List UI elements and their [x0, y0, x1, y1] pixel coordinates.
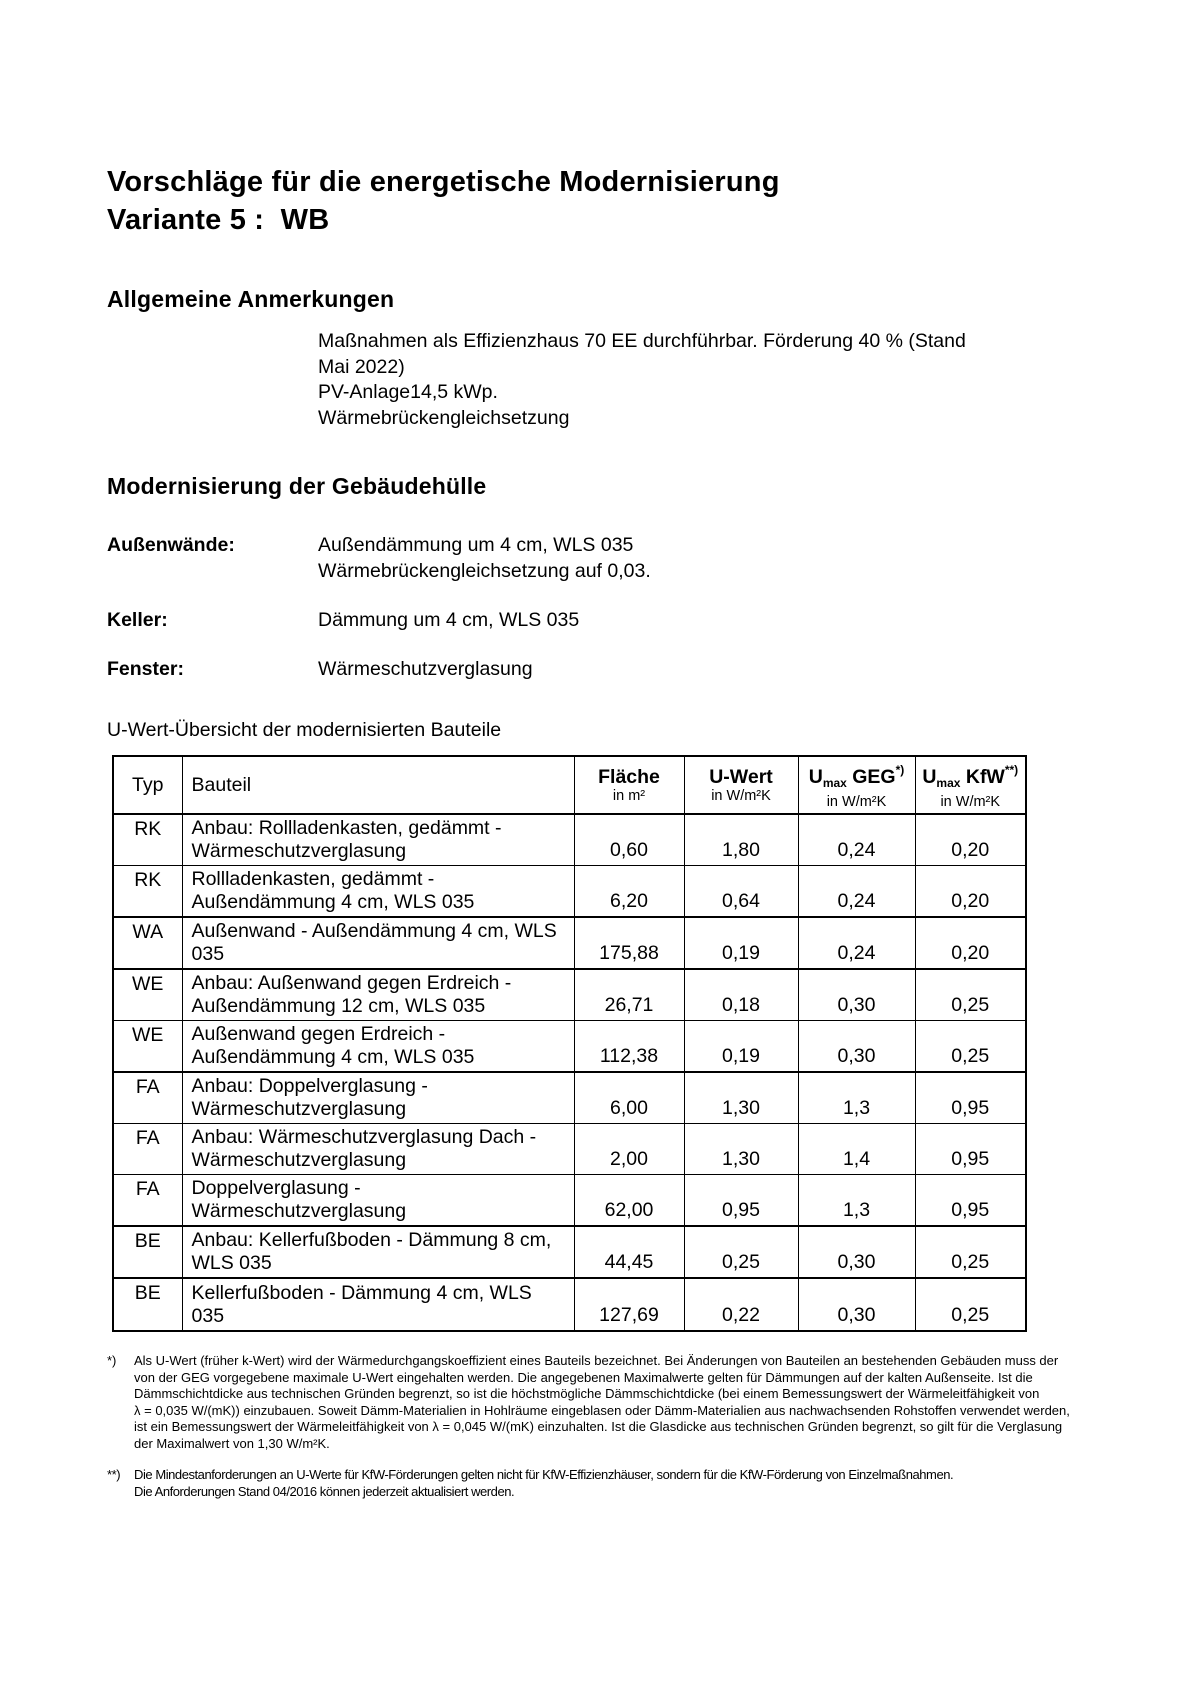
cell-bauteil: Kellerfußboden - Dämmung 4 cm, WLS 035	[182, 1278, 574, 1331]
item-text	[318, 607, 579, 633]
note-line: PV-Anlage14,5 kWp.	[318, 381, 498, 403]
header-label: $U_{max}$ GEG*)	[808, 763, 905, 790]
cell-umax-geg: 0,30	[798, 969, 915, 1021]
section-heading-general: Allgemeine Anmerkungen	[107, 286, 395, 312]
cell-uwert: 1,30	[684, 1124, 798, 1175]
table-row	[113, 1278, 1026, 1331]
column-header-umax-kfw	[915, 756, 1026, 814]
cell-umax-kfw: 0,20	[915, 814, 1026, 866]
table-row	[113, 866, 1026, 918]
section-heading-envelope: Modernisierung der Gebäudehülle	[107, 473, 487, 499]
cell-flaeche: 6,20	[574, 866, 684, 918]
envelope-item-fenster	[107, 656, 1146, 682]
cell-flaeche: 175,88	[574, 917, 684, 969]
table-row	[113, 969, 1026, 1021]
footnote-text	[134, 1353, 1070, 1452]
footnote-line: Die Anforderungen Stand 04/2016 können jederzeit aktualisiert werden.	[134, 1483, 515, 1499]
cell-bauteil: Rollladenkasten, gedämmt - Außendämmung 4 cm, WLS 035	[182, 866, 574, 918]
header-unit: in m²	[612, 787, 646, 804]
footnote-line: Die Mindestanforderungen an U-Werte für KfW-Förderungen gelten nicht für KfW-Effizienzhäuser, sondern für die KfW-Förderung von Einzelmaßnahmen.	[134, 1467, 954, 1482]
page-title-line2: Variante 5 : WB	[107, 204, 330, 236]
cell-flaeche: 2,00	[574, 1124, 684, 1175]
cell-bauteil: Außenwand - Außendämmung 4 cm, WLS 035	[182, 917, 574, 969]
cell-umax-geg: 0,30	[798, 1226, 915, 1278]
cell-bauteil: Anbau: Rollladenkasten, gedämmt - Wärmeschutzverglasung	[182, 814, 574, 866]
cell-flaeche: 62,00	[574, 1175, 684, 1227]
cell-umax-geg: 0,30	[798, 1021, 915, 1073]
footnote-geg	[107, 1353, 1146, 1452]
cell-bauteil: Doppelverglasung - Wärmeschutzverglasung	[182, 1175, 574, 1227]
cell-flaeche: 127,69	[574, 1278, 684, 1331]
item-label: Fenster:	[107, 658, 184, 680]
cell-umax-kfw: 0,95	[915, 1175, 1026, 1227]
table-row	[113, 917, 1026, 969]
header-unit: in W/m²K	[826, 794, 887, 810]
cell-typ: FA	[113, 1072, 182, 1124]
cell-umax-kfw: 0,25	[915, 1021, 1026, 1073]
cell-uwert: 0,19	[684, 1021, 798, 1073]
footnote-line: Dämmschichtdicke aus technischen Gründen begrenzt, so ist die höchstmögliche Dämmschichtdicke (bei einem Bemessungswert der Wärmeleitfähigkeit von	[134, 1386, 1040, 1401]
cell-umax-geg: 1,3	[798, 1175, 915, 1227]
header-label: $U_{max}$ KfW**)	[922, 763, 1019, 790]
cell-uwert: 0,22	[684, 1278, 798, 1331]
footnote-line: Als U-Wert (früher k-Wert) wird der Wärmedurchgangskoeffizient eines Bauteils bezeichnet. Bei Änderungen von Bauteilen an bestehenden Gebäuden muss der	[134, 1353, 1059, 1368]
footnote-marker: **)	[107, 1467, 121, 1482]
footnote-text	[134, 1467, 953, 1500]
column-header-flaeche	[574, 756, 684, 814]
cell-flaeche: 0,60	[574, 814, 684, 866]
table-row	[113, 1175, 1026, 1227]
item-line: Außendämmung um 4 cm, WLS 035	[318, 534, 634, 556]
item-label: Außenwände:	[107, 534, 235, 556]
cell-umax-geg: 0,24	[798, 917, 915, 969]
general-notes	[107, 329, 1146, 431]
cell-uwert: 0,64	[684, 866, 798, 918]
table-caption: U-Wert-Übersicht der modernisierten Bauteile	[107, 719, 502, 741]
cell-umax-geg: 0,24	[798, 814, 915, 866]
item-line: Dämmung um 4 cm, WLS 035	[318, 609, 580, 631]
footnote-line: der Maximalwert von 1,30 W/m²K.	[134, 1435, 330, 1451]
cell-uwert: 0,18	[684, 969, 798, 1021]
cell-umax-kfw: 0,20	[915, 917, 1026, 969]
uwert-table	[112, 755, 1027, 1332]
note-line: Wärmebrückengleichsetzung	[318, 406, 570, 429]
note-line: Maßnahmen als Effizienzhaus 70 EE durchführbar. Förderung 40 % (Stand	[318, 330, 966, 352]
envelope-item-aussenwaende	[107, 532, 1146, 584]
cell-bauteil: Anbau: Außenwand gegen Erdreich - Außendämmung 12 cm, WLS 035	[182, 969, 574, 1021]
cell-uwert: 0,25	[684, 1226, 798, 1278]
footnote-line: von der GEG vorgegebene maximale U-Wert eingehalten werden. Die angegebenen Maximalwerte gelten für Dämmungen auf der kalten Außenseite. Ist die	[134, 1369, 1033, 1385]
column-header-umax-geg	[798, 756, 915, 814]
footnotes	[107, 1353, 1146, 1500]
cell-bauteil: Anbau: Wärmeschutzverglasung Dach - Wärmeschutzverglasung	[182, 1124, 574, 1175]
table-row	[113, 1226, 1026, 1278]
item-line: Wärmeschutzverglasung	[318, 658, 533, 680]
cell-flaeche: 26,71	[574, 969, 684, 1021]
item-line: Wärmebrückengleichsetzung auf 0,03.	[318, 560, 651, 582]
table-header-row	[113, 756, 1026, 814]
footnote-line: ist ein Bemessungswert der Wärmeleitfähigkeit von λ = 0,045 W/(mK) einzuhalten. Ist die Glasdicke aus technischen Gründen begrenzt, so gilt für die Verglasung	[134, 1419, 1063, 1434]
table-row	[113, 814, 1026, 866]
cell-umax-geg: 0,30	[798, 1278, 915, 1331]
cell-typ: WE	[113, 969, 182, 1021]
table-row	[113, 1124, 1026, 1175]
page-title-line1: Vorschläge für die energetische Modernisierung	[107, 166, 780, 198]
cell-uwert: 0,95	[684, 1175, 798, 1227]
cell-umax-kfw: 0,25	[915, 1278, 1026, 1331]
cell-umax-kfw: 0,25	[915, 1226, 1026, 1278]
cell-umax-geg: 0,24	[798, 866, 915, 918]
header-label: Fläche	[598, 765, 660, 788]
cell-bauteil: Anbau: Kellerfußboden - Dämmung 8 cm, WLS 035	[182, 1226, 574, 1278]
cell-umax-kfw: 0,20	[915, 866, 1026, 918]
cell-umax-geg: 1,4	[798, 1124, 915, 1175]
cell-typ: RK	[113, 866, 182, 918]
footnote-kfw	[107, 1467, 1146, 1500]
cell-typ: WA	[113, 917, 182, 969]
header-unit: in W/m²K	[940, 794, 1001, 810]
column-header-typ: Typ	[113, 756, 182, 814]
footnote-line: λ = 0,035 W/(mK)) einzubauen. Soweit Dämm-Materialien in Hohlräume eingeblasen oder Dämm-Materialien aus nachwachsenden Rohstoffen verwendet werden,	[134, 1402, 1070, 1418]
cell-typ: FA	[113, 1124, 182, 1175]
cell-uwert: 1,30	[684, 1072, 798, 1124]
cell-flaeche: 44,45	[574, 1226, 684, 1278]
envelope-items	[107, 532, 1146, 682]
table-row	[113, 1072, 1026, 1124]
cell-typ: RK	[113, 814, 182, 866]
cell-umax-kfw: 0,95	[915, 1072, 1026, 1124]
column-header-uwert	[684, 756, 798, 814]
cell-typ: WE	[113, 1021, 182, 1073]
envelope-item-keller	[107, 607, 1146, 633]
footnote-marker: *)	[107, 1353, 117, 1368]
item-text	[318, 656, 533, 682]
note-line: Mai 2022)	[318, 355, 405, 378]
cell-typ: BE	[113, 1278, 182, 1331]
column-header-bauteil: Bauteil	[182, 756, 574, 814]
cell-typ: BE	[113, 1226, 182, 1278]
header-label: U-Wert	[709, 765, 773, 788]
item-label: Keller:	[107, 609, 168, 631]
cell-umax-kfw: 0,25	[915, 969, 1026, 1021]
table-row	[113, 1021, 1026, 1073]
cell-typ: FA	[113, 1175, 182, 1227]
item-text	[318, 532, 651, 584]
cell-flaeche: 6,00	[574, 1072, 684, 1124]
cell-uwert: 1,80	[684, 814, 798, 866]
cell-uwert: 0,19	[684, 917, 798, 969]
header-unit: in W/m²K	[711, 787, 771, 804]
page-title	[107, 163, 1146, 239]
cell-bauteil: Anbau: Doppelverglasung - Wärmeschutzverglasung	[182, 1072, 574, 1124]
cell-umax-kfw: 0,95	[915, 1124, 1026, 1175]
cell-umax-geg: 1,3	[798, 1072, 915, 1124]
cell-flaeche: 112,38	[574, 1021, 684, 1073]
cell-bauteil: Außenwand gegen Erdreich - Außendämmung 4 cm, WLS 035	[182, 1021, 574, 1073]
